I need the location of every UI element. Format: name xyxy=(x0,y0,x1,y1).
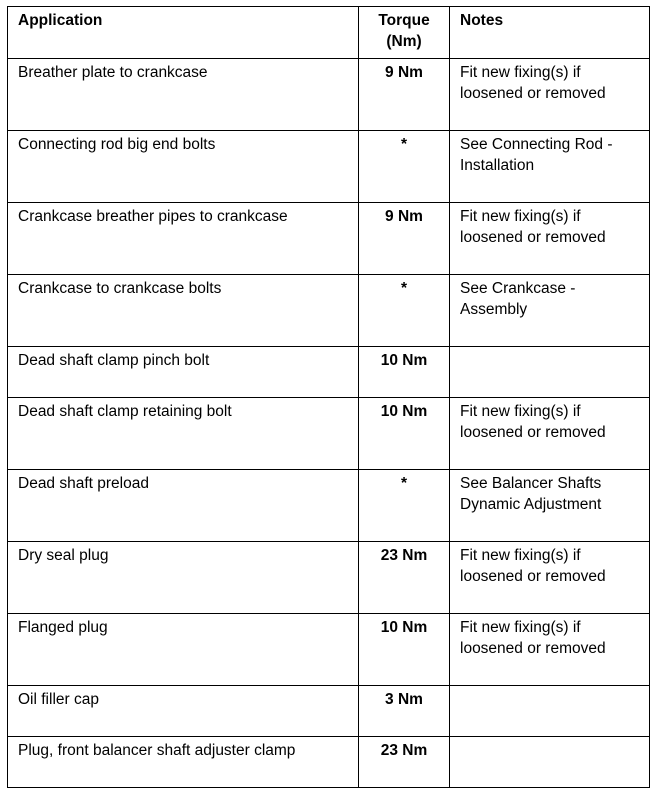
cell-application: Flanged plug xyxy=(8,614,359,686)
table-row xyxy=(8,542,650,614)
cell-torque: 10 Nm xyxy=(359,398,450,470)
cell-application: Dry seal plug xyxy=(8,542,359,614)
cell-application: Connecting rod big end bolts xyxy=(8,131,359,203)
cell-notes: Fit new fixing(s) if loosened or removed xyxy=(450,59,650,131)
cell-application: Crankcase to crankcase bolts xyxy=(8,275,359,347)
cell-notes: Fit new fixing(s) if loosened or removed xyxy=(450,203,650,275)
cell-torque: 10 Nm xyxy=(359,347,450,398)
cell-notes xyxy=(450,737,650,788)
cell-notes: Fit new fixing(s) if loosened or removed xyxy=(450,542,650,614)
header-notes: Notes xyxy=(450,7,650,59)
cell-application: Dead shaft clamp retaining bolt xyxy=(8,398,359,470)
table-header-row xyxy=(8,7,650,59)
cell-torque: * xyxy=(359,131,450,203)
cell-notes: See Crankcase - Assembly xyxy=(450,275,650,347)
table-row xyxy=(8,203,650,275)
cell-torque: 9 Nm xyxy=(359,203,450,275)
cell-application: Crankcase breather pipes to crankcase xyxy=(8,203,359,275)
table-row xyxy=(8,470,650,542)
table-row xyxy=(8,737,650,788)
table-row xyxy=(8,347,650,398)
cell-torque: 23 Nm xyxy=(359,542,450,614)
cell-notes: Fit new fixing(s) if loosened or removed xyxy=(450,614,650,686)
cell-application: Oil filler cap xyxy=(8,686,359,737)
cell-notes xyxy=(450,347,650,398)
table-row xyxy=(8,131,650,203)
cell-torque: * xyxy=(359,470,450,542)
header-application: Application xyxy=(8,7,359,59)
table-row xyxy=(8,275,650,347)
cell-torque: * xyxy=(359,275,450,347)
cell-notes xyxy=(450,686,650,737)
cell-notes: Fit new fixing(s) if loosened or removed xyxy=(450,398,650,470)
cell-torque: 10 Nm xyxy=(359,614,450,686)
cell-application: Plug, front balancer shaft adjuster clamp xyxy=(8,737,359,788)
table-row xyxy=(8,614,650,686)
header-torque: Torque (Nm) xyxy=(359,7,450,59)
table-row xyxy=(8,59,650,131)
cell-application: Dead shaft clamp pinch bolt xyxy=(8,347,359,398)
cell-application: Dead shaft preload xyxy=(8,470,359,542)
cell-notes: See Connecting Rod - Installation xyxy=(450,131,650,203)
cell-application: Breather plate to crankcase xyxy=(8,59,359,131)
table-row xyxy=(8,686,650,737)
cell-torque: 9 Nm xyxy=(359,59,450,131)
cell-torque: 23 Nm xyxy=(359,737,450,788)
cell-torque: 3 Nm xyxy=(359,686,450,737)
cell-notes: See Balancer Shafts Dynamic Adjustment xyxy=(450,470,650,542)
table-row xyxy=(8,398,650,470)
torque-spec-table xyxy=(7,6,650,788)
